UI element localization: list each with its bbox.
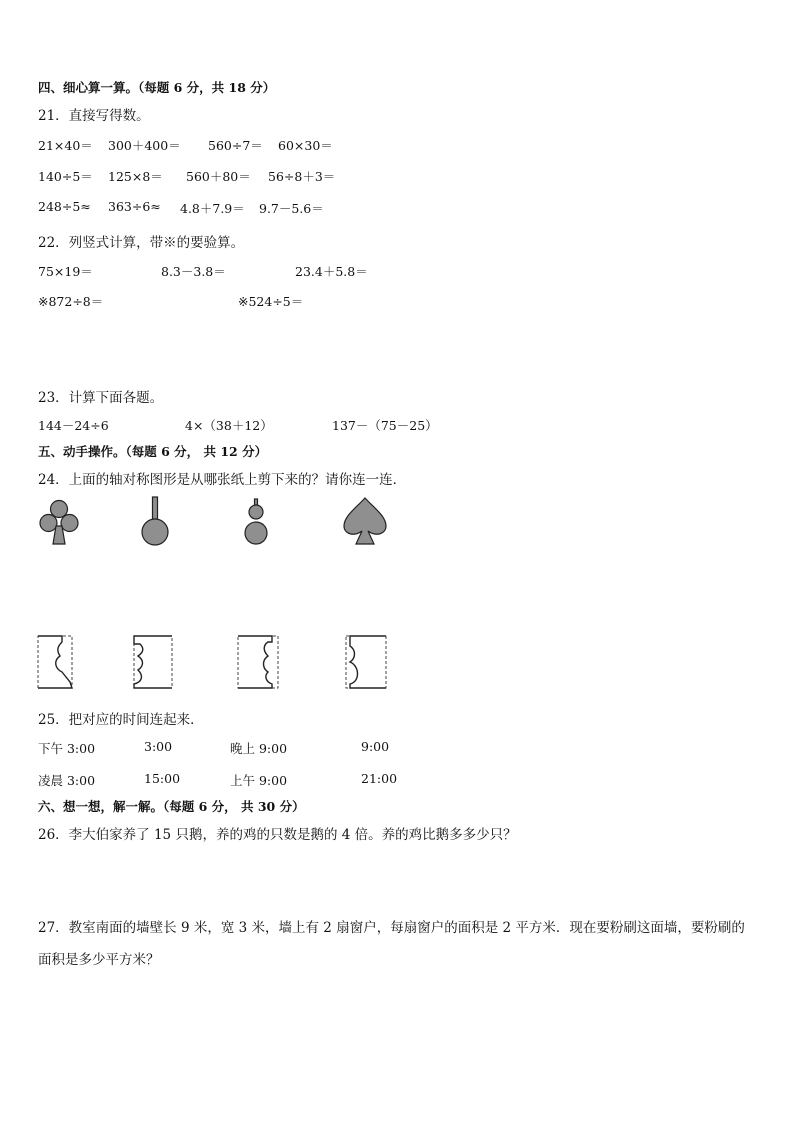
q22-item: ※524÷5＝ (238, 294, 304, 309)
q22-item: ※872÷8＝ (38, 294, 104, 309)
q22-item: 8.3－3.8＝ (161, 264, 226, 279)
q25-item: 下午 3:00 (38, 741, 96, 756)
q21-item: 4.8＋7.9＝ (180, 201, 245, 216)
q25-item: 上午 9:00 (230, 773, 288, 788)
cut-paper-4 (344, 634, 388, 690)
q25-item: 晚上 9:00 (230, 741, 288, 756)
q21-item: 21×40＝ (38, 138, 93, 153)
section-5-title: 五、动手操作。（每题 6 分， 共 12 分） (38, 444, 268, 459)
q21-item: 248÷5≈ (38, 199, 91, 214)
q21-item: 140÷5＝ (38, 169, 93, 184)
q25-item: 3:00 (144, 739, 173, 754)
q24-title: 24．上面的轴对称图形是从哪张纸上剪下来的？请你连一连． (38, 472, 407, 488)
q21-item: 560÷7＝ (208, 138, 263, 153)
q26-text: 26．李大伯家养了 15 只鹅，养的鸡的只数是鹅的 4 倍。养的鸡比鹅多多少只？ (38, 827, 517, 843)
club-icon (37, 498, 81, 546)
q25-item: 凌晨 3:00 (38, 773, 96, 788)
q27-text-line2: 面积是多少平方米？ (38, 952, 160, 968)
cut-paper-1 (36, 634, 76, 690)
q21-item: 9.7－5.6＝ (259, 201, 324, 216)
cut-paper-2 (132, 634, 174, 690)
section-6-title: 六、想一想，解一解。（每题 6 分， 共 30 分） (38, 799, 305, 814)
q25-item: 15:00 (144, 771, 181, 786)
q22-item: 75×19＝ (38, 264, 93, 279)
q22-title: 22．列竖式计算，带※的要验算。 (38, 235, 245, 251)
q21-item: 60×30＝ (278, 138, 333, 153)
q25-item: 21:00 (361, 771, 398, 786)
q25-item: 9:00 (361, 739, 390, 754)
q23-item: 137－（75－25） (332, 418, 438, 433)
q27-text-line1: 27．教室南面的墙壁长 9 米，宽 3 米，墙上有 2 扇窗户，每扇窗户的面积是 2 平方米．现在要粉刷这面墙，要粉刷的 (38, 920, 745, 936)
q21-item: 300＋400＝ (108, 138, 181, 153)
cut-paper-3 (236, 634, 280, 690)
q25-title: 25．把对应的时间连起来． (38, 712, 204, 728)
q21-item: 125×8＝ (108, 169, 163, 184)
q21-item: 56÷8＋3＝ (268, 169, 336, 184)
q22-item: 23.4＋5.8＝ (295, 264, 368, 279)
gourd-icon (244, 498, 268, 548)
spade-icon (342, 496, 388, 546)
q23-item: 144－24÷6 (38, 418, 109, 433)
q23-title: 23．计算下面各题。 (38, 390, 164, 406)
q21-item: 363÷6≈ (108, 199, 161, 214)
q23-item: 4×（38＋12） (185, 418, 273, 433)
q21-item: 560＋80＝ (186, 169, 251, 184)
q21-title: 21．直接写得数。 (38, 108, 150, 124)
bottle-icon (140, 496, 170, 548)
section-4-title: 四、细心算一算。（每题 6 分，共 18 分） (38, 80, 276, 95)
